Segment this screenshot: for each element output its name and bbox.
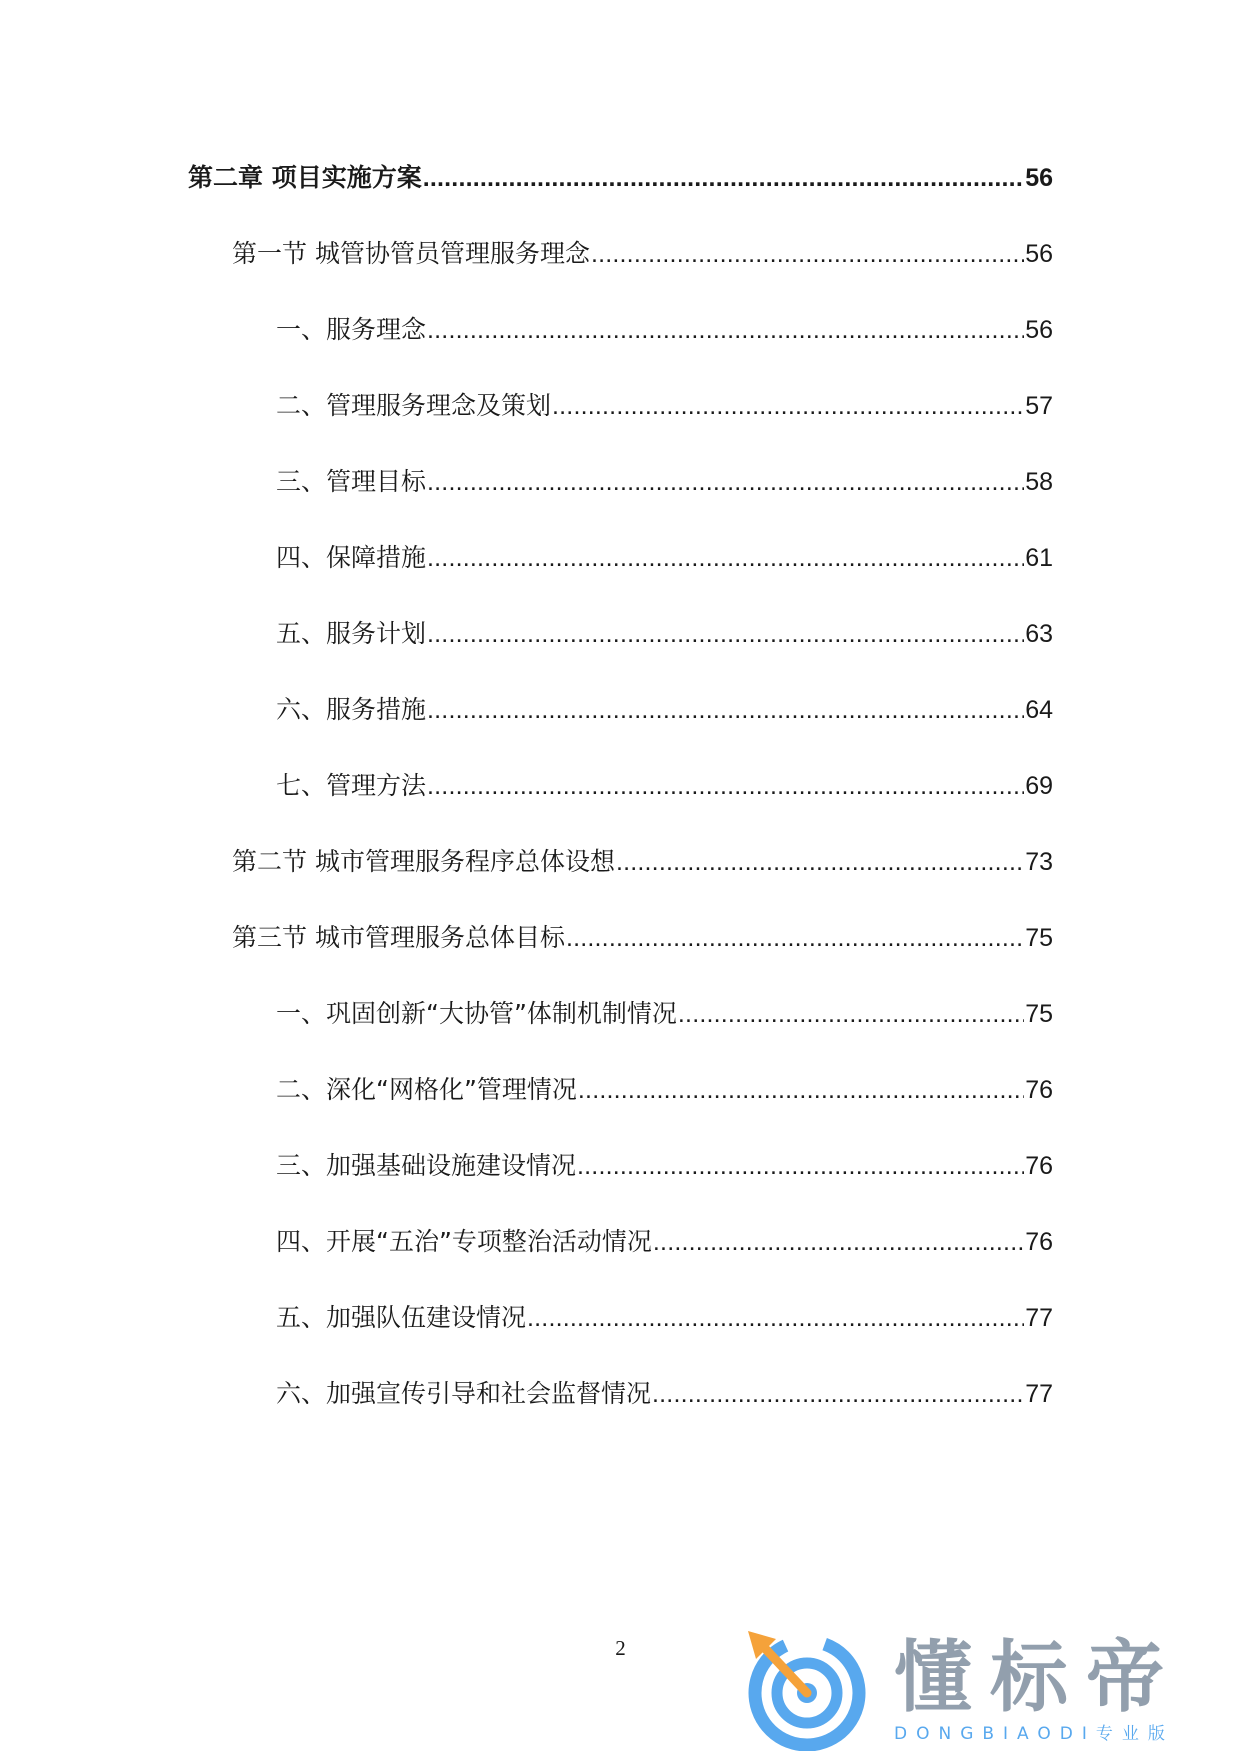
toc-entry-item[interactable] <box>276 390 1053 422</box>
toc-entry-title: 第三节 城市管理服务总体目标 <box>232 923 565 952</box>
toc-entry-section[interactable] <box>232 238 1053 270</box>
toc-entry-title: 五、服务计划 <box>276 619 427 648</box>
toc-entry-title: 二、深化“网格化”管理情况 <box>276 1075 577 1104</box>
toc-entry-title: 三、加强基础设施建设情况 <box>276 1151 577 1180</box>
toc-dot-leader <box>653 1226 1024 1258</box>
toc-entry-title: 一、巩固创新“大协管”体制机制情况 <box>276 999 677 1028</box>
toc-entry-item[interactable] <box>276 1150 1053 1182</box>
toc-entry-title: 第二章 项目实施方案 <box>188 163 422 192</box>
toc-entry-page: 61 <box>1025 544 1053 572</box>
toc-dot-leader <box>427 618 1024 650</box>
toc-dot-leader <box>427 770 1024 802</box>
toc-entry-title: 第二节 城市管理服务程序总体设想 <box>232 847 615 876</box>
toc-dot-leader <box>652 1378 1024 1410</box>
toc-entry-page: 56 <box>1025 164 1053 192</box>
toc-entry-title: 六、服务措施 <box>276 695 427 724</box>
toc-dot-leader <box>427 314 1024 346</box>
toc-entry-title: 四、保障措施 <box>276 543 427 572</box>
toc-entry-page: 75 <box>1025 924 1053 952</box>
toc-dot-leader <box>616 846 1024 878</box>
toc-entry-item[interactable] <box>276 694 1053 726</box>
toc-dot-leader <box>427 694 1024 726</box>
toc-dot-leader <box>577 1150 1024 1182</box>
toc-entry-item[interactable] <box>276 1302 1053 1334</box>
page-number: 2 <box>615 1636 626 1660</box>
toc-entry-page: 57 <box>1025 392 1053 420</box>
toc-dot-leader <box>552 390 1024 422</box>
toc-entry-title: 四、开展“五治”专项整治活动情况 <box>276 1227 652 1256</box>
toc-entry-title: 六、加强宣传引导和社会监督情况 <box>276 1379 652 1408</box>
toc-entry-item[interactable] <box>276 770 1053 802</box>
toc-entry-page: 56 <box>1025 240 1053 268</box>
toc-entry-title: 第一节 城管协管员管理服务理念 <box>232 239 590 268</box>
toc-entry-title: 一、服务理念 <box>276 315 427 344</box>
toc-entry-page: 77 <box>1025 1304 1053 1332</box>
toc-entry-title: 七、管理方法 <box>276 771 427 800</box>
toc-entry-item[interactable] <box>276 618 1053 650</box>
toc-entry-item[interactable] <box>276 998 1053 1030</box>
brand-subtitle: DONGBIAODI专业版 <box>894 1724 1174 1744</box>
brand-watermark <box>742 1625 1232 1751</box>
brand-name: 懂标帝 <box>894 1633 1183 1723</box>
toc-dot-leader <box>527 1302 1024 1334</box>
target-arrow-logo-icon <box>742 1625 872 1751</box>
toc-entry-item[interactable] <box>276 542 1053 574</box>
toc-entry-item[interactable] <box>276 314 1053 346</box>
toc-entry-title: 二、管理服务理念及策划 <box>276 391 552 420</box>
toc-entry-page: 73 <box>1025 848 1053 876</box>
toc-dot-leader <box>591 238 1024 270</box>
toc-dot-leader <box>578 1074 1024 1106</box>
toc-entry-title: 五、加强队伍建设情况 <box>276 1303 527 1332</box>
toc-entry-page: 64 <box>1025 696 1053 724</box>
toc-dot-leader <box>566 922 1024 954</box>
toc-entry-item[interactable] <box>276 1226 1053 1258</box>
toc-entry-item[interactable] <box>276 1378 1053 1410</box>
toc-entry-page: 77 <box>1025 1380 1053 1408</box>
toc-entry-item[interactable] <box>276 466 1053 498</box>
toc-entry-page: 76 <box>1025 1152 1053 1180</box>
toc-entry-page: 63 <box>1025 620 1053 648</box>
toc-entry-page: 56 <box>1025 316 1053 344</box>
toc-dot-leader <box>423 162 1024 194</box>
toc-entry-page: 76 <box>1025 1228 1053 1256</box>
toc-entry-page: 69 <box>1025 772 1053 800</box>
toc-dot-leader <box>427 542 1024 574</box>
toc-entry-page: 75 <box>1025 1000 1053 1028</box>
toc-entry-section[interactable] <box>232 922 1053 954</box>
toc-dot-leader <box>427 466 1024 498</box>
toc-entry-page: 76 <box>1025 1076 1053 1104</box>
toc-entry-title: 三、管理目标 <box>276 467 427 496</box>
toc-dot-leader <box>678 998 1024 1030</box>
toc-entry-chapter[interactable] <box>188 162 1053 194</box>
toc-entry-page: 58 <box>1025 468 1053 496</box>
toc-entry-item[interactable] <box>276 1074 1053 1106</box>
toc-entry-section[interactable] <box>232 846 1053 878</box>
